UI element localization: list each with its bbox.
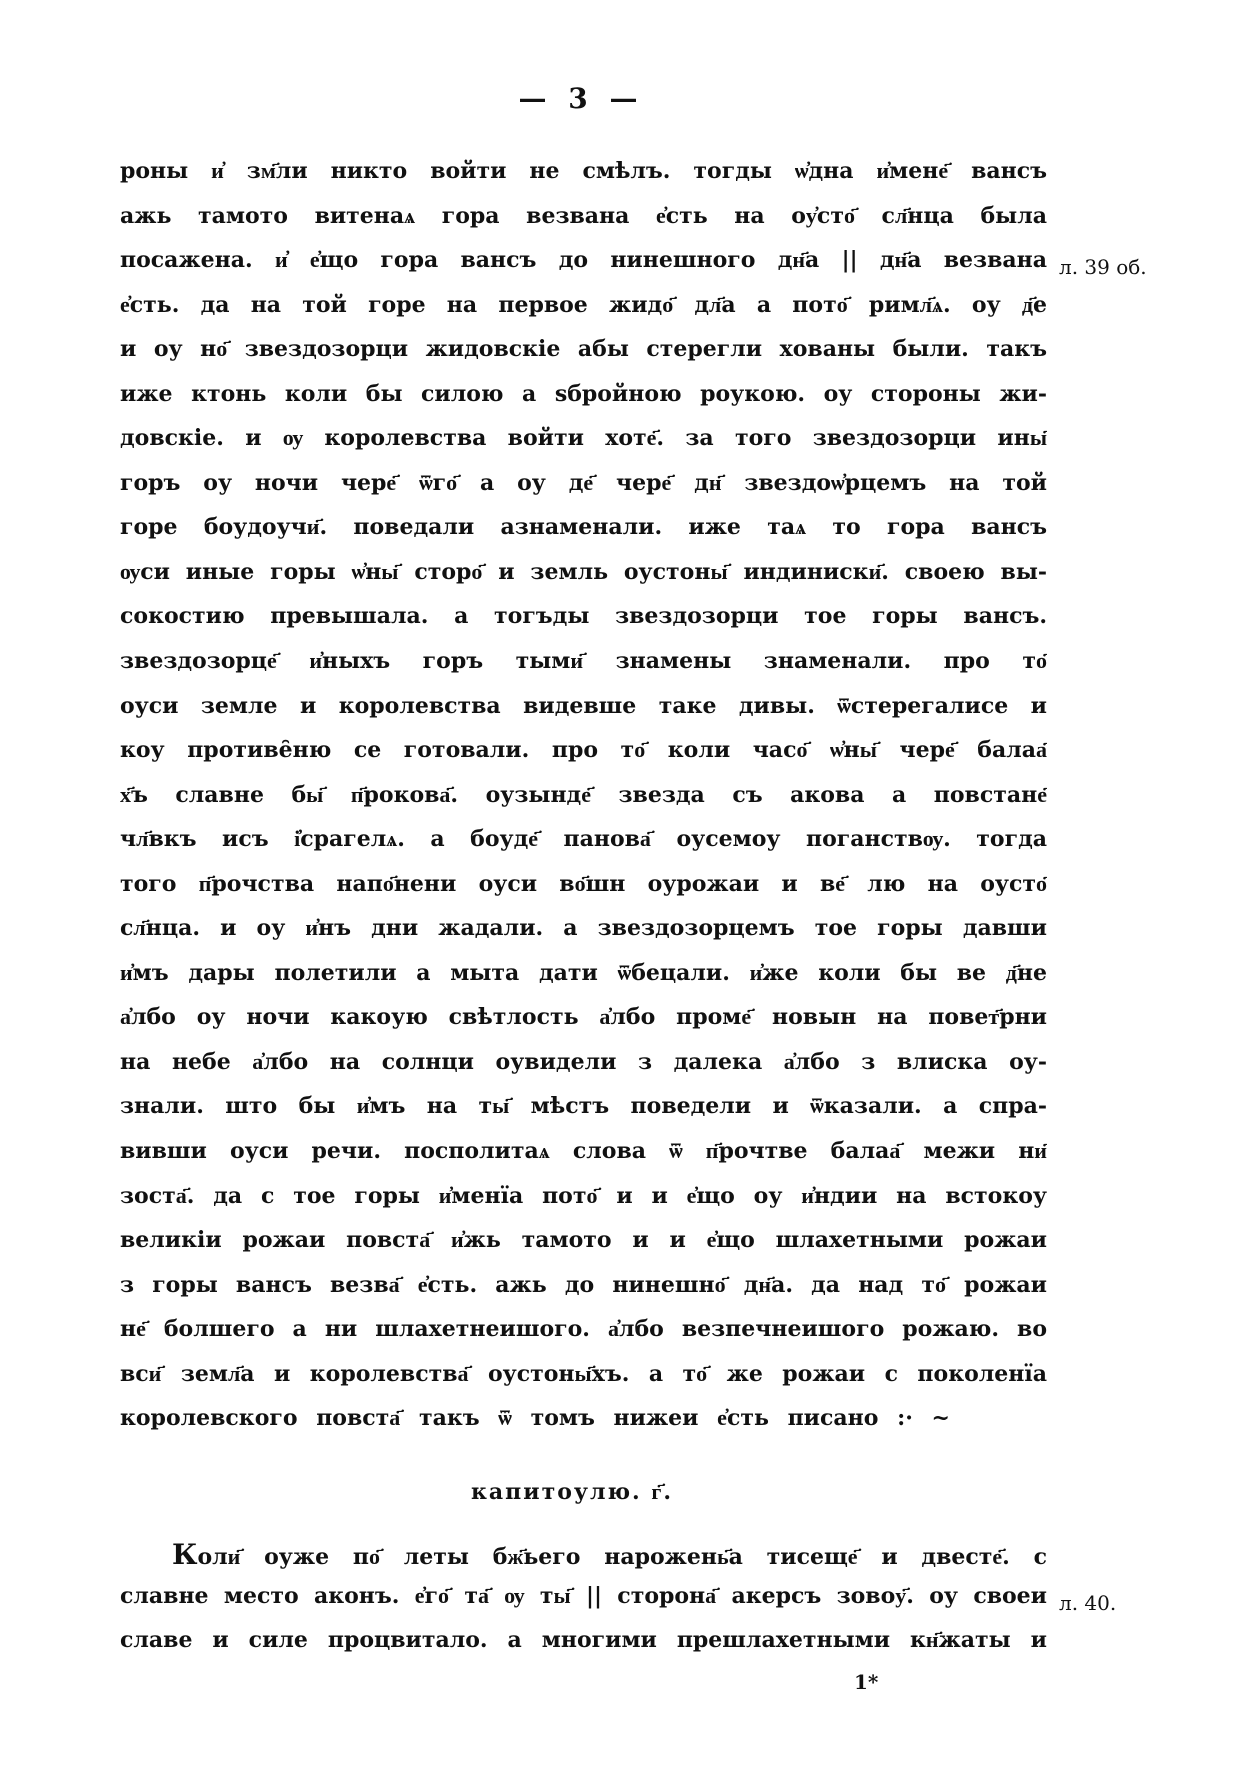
text-line: сл҃нца. и оу и҆нъ дни жадали. а звездозорцемъ тое горы давши <box>120 915 1047 942</box>
page-number: — 3 — <box>518 82 638 115</box>
margin-note-folio: л. 40. <box>1059 1591 1117 1615</box>
text-line: ѹси иные горы ѡ҆ны҃ сторо҃ и земль оустоны҃ индиниски҃. своею вы- <box>120 558 1047 585</box>
text-line: зоста҃. да с тое горы и҆менїа пото҃ и и е҆що оу и҆ндии на встокоу <box>120 1182 1047 1209</box>
text-line: и҆мъ дары полетили а мыта дати ѿбецали. и҆же коли бы ве д҃не <box>120 959 1047 986</box>
text-line: королевского повста҃ такъ ѿ томъ нижеи е҆сть писано :· ~ <box>120 1405 950 1432</box>
text-line: иже ктонь коли бы силою а ѕбройною роукою. оу стороны жи- <box>120 380 1047 407</box>
text-line: ажь тамото витенаѧ гора везвана е҆сть на оу҆сто҃ сл҃нца была <box>120 202 1047 229</box>
text-line: и оу но҃ звездозорци жидовскіе абы стерегли хованы были. такъ <box>120 336 1047 363</box>
text-line: славе и силе процвитало. а многими прешлахетными кн҃жаты и <box>120 1627 1047 1654</box>
text-line: з горы вансъ везва҃ е҆сть. ажь до нинешно҃ дн҃а. да над то҃ рожаи <box>120 1271 1047 1298</box>
text-line: вси҃ земл҃а и королевства҃ оустоны҃хъ. а то҃ же рожаи с поколенїа <box>120 1360 1047 1387</box>
signature-mark: 1* <box>854 1670 879 1694</box>
text-line: славне место аконъ. е҆го҃ та҃ ѹ ты҃ || сторона҃ акерсъ зовоу҃. оу своеи <box>120 1582 1047 1609</box>
text-line: горе боудоучи҃. поведали азнаменали. иже таѧ то гора вансъ <box>120 514 1047 541</box>
text-line: звездозорце҃ и҆ныхъ горъ тыми҃ знамены знаменали. про то҃ <box>120 648 1047 675</box>
chapter-heading: капитоулю. г҃. <box>471 1479 673 1505</box>
text-line: того п҃рочства напо҃нени оуси во҃шн оурожаи и ве҃ лю на оусто҃ <box>120 870 1047 897</box>
text-line: х҃ъ славне бы҃ п҃рокова҃. оузынде҃ звезда съ акова а повстане҃ <box>120 781 1047 808</box>
text-line: роны и҆ зм҃ли никто войти не смѣлъ. тогды ѡ҆дна и҆мене҃ вансъ <box>120 158 1047 184</box>
text-line: сокостию превышала. а тогъды звездозорци тое горы вансъ. <box>120 603 1047 630</box>
margin-note-folio: л. 39 об. <box>1059 255 1147 279</box>
text-line: оуси земле и королевства видевше таке дивы. ѿстерегалисе и <box>120 692 1047 719</box>
text-line: великіи рожаи повста҃ и҆жь тамото и и е҆що шлахетными рожаи <box>120 1227 1047 1254</box>
text-line: не҃ болшего а ни шлахетнеишого. а҆лбо везпечнеишого рожаю. во <box>120 1316 1047 1343</box>
text-line: а҆лбо оу ночи какоую свѣтлость а҆лбо проме҃ новын на повет҃рни <box>120 1004 1047 1031</box>
text-line: е҆сть. да на той горе на первое жидо҃ дл҃а а пото҃ римл҃ѧ. оу д҃е <box>120 291 1047 318</box>
main-text-block <box>120 158 1047 1450</box>
text-line: горъ оу ночи чере҃ ѿго҃ а оу де҃ чере҃ дн҃ звездоѡ҆рцемъ на той <box>120 469 1047 496</box>
text-line: посажена. и҆ е҆що гора вансъ до нинешного дн҃а || дн҃а везвана <box>120 247 1047 274</box>
text-line: Коли҃ оуже по҃ леты бж҃ьего нарожень҃а тисеще҃ и двесте҃. с <box>172 1538 1047 1571</box>
text-line: довскіе. и ѹ королевства войти хоте҃. за того звездозорци ины҃ <box>120 425 1047 452</box>
text-line: вивши оуси речи. посполитаѧ слова ѿ п҃рочтве балаа҃ межи ни҃ <box>120 1138 1047 1165</box>
chapter-text-block <box>120 1538 1047 1672</box>
text-line: знали. што бы и҆мъ на ты҃ мѣстъ поведели и ѿказали. а спра- <box>120 1093 1047 1120</box>
text-line: коу противе̑ню се готовали. про то҃ коли часо҃ ѡ҆ны҃ чере҃ балаа҃ <box>120 737 1047 764</box>
text-line: чл҃вкъ исъ і҆срагелѧ. а боуде҃ панова҃ оусемоу поганствѹ. тогда <box>120 826 1047 853</box>
text-line: на небе а҆лбо на солнци оувидели з далека а҆лбо з влиска оу- <box>120 1048 1047 1075</box>
